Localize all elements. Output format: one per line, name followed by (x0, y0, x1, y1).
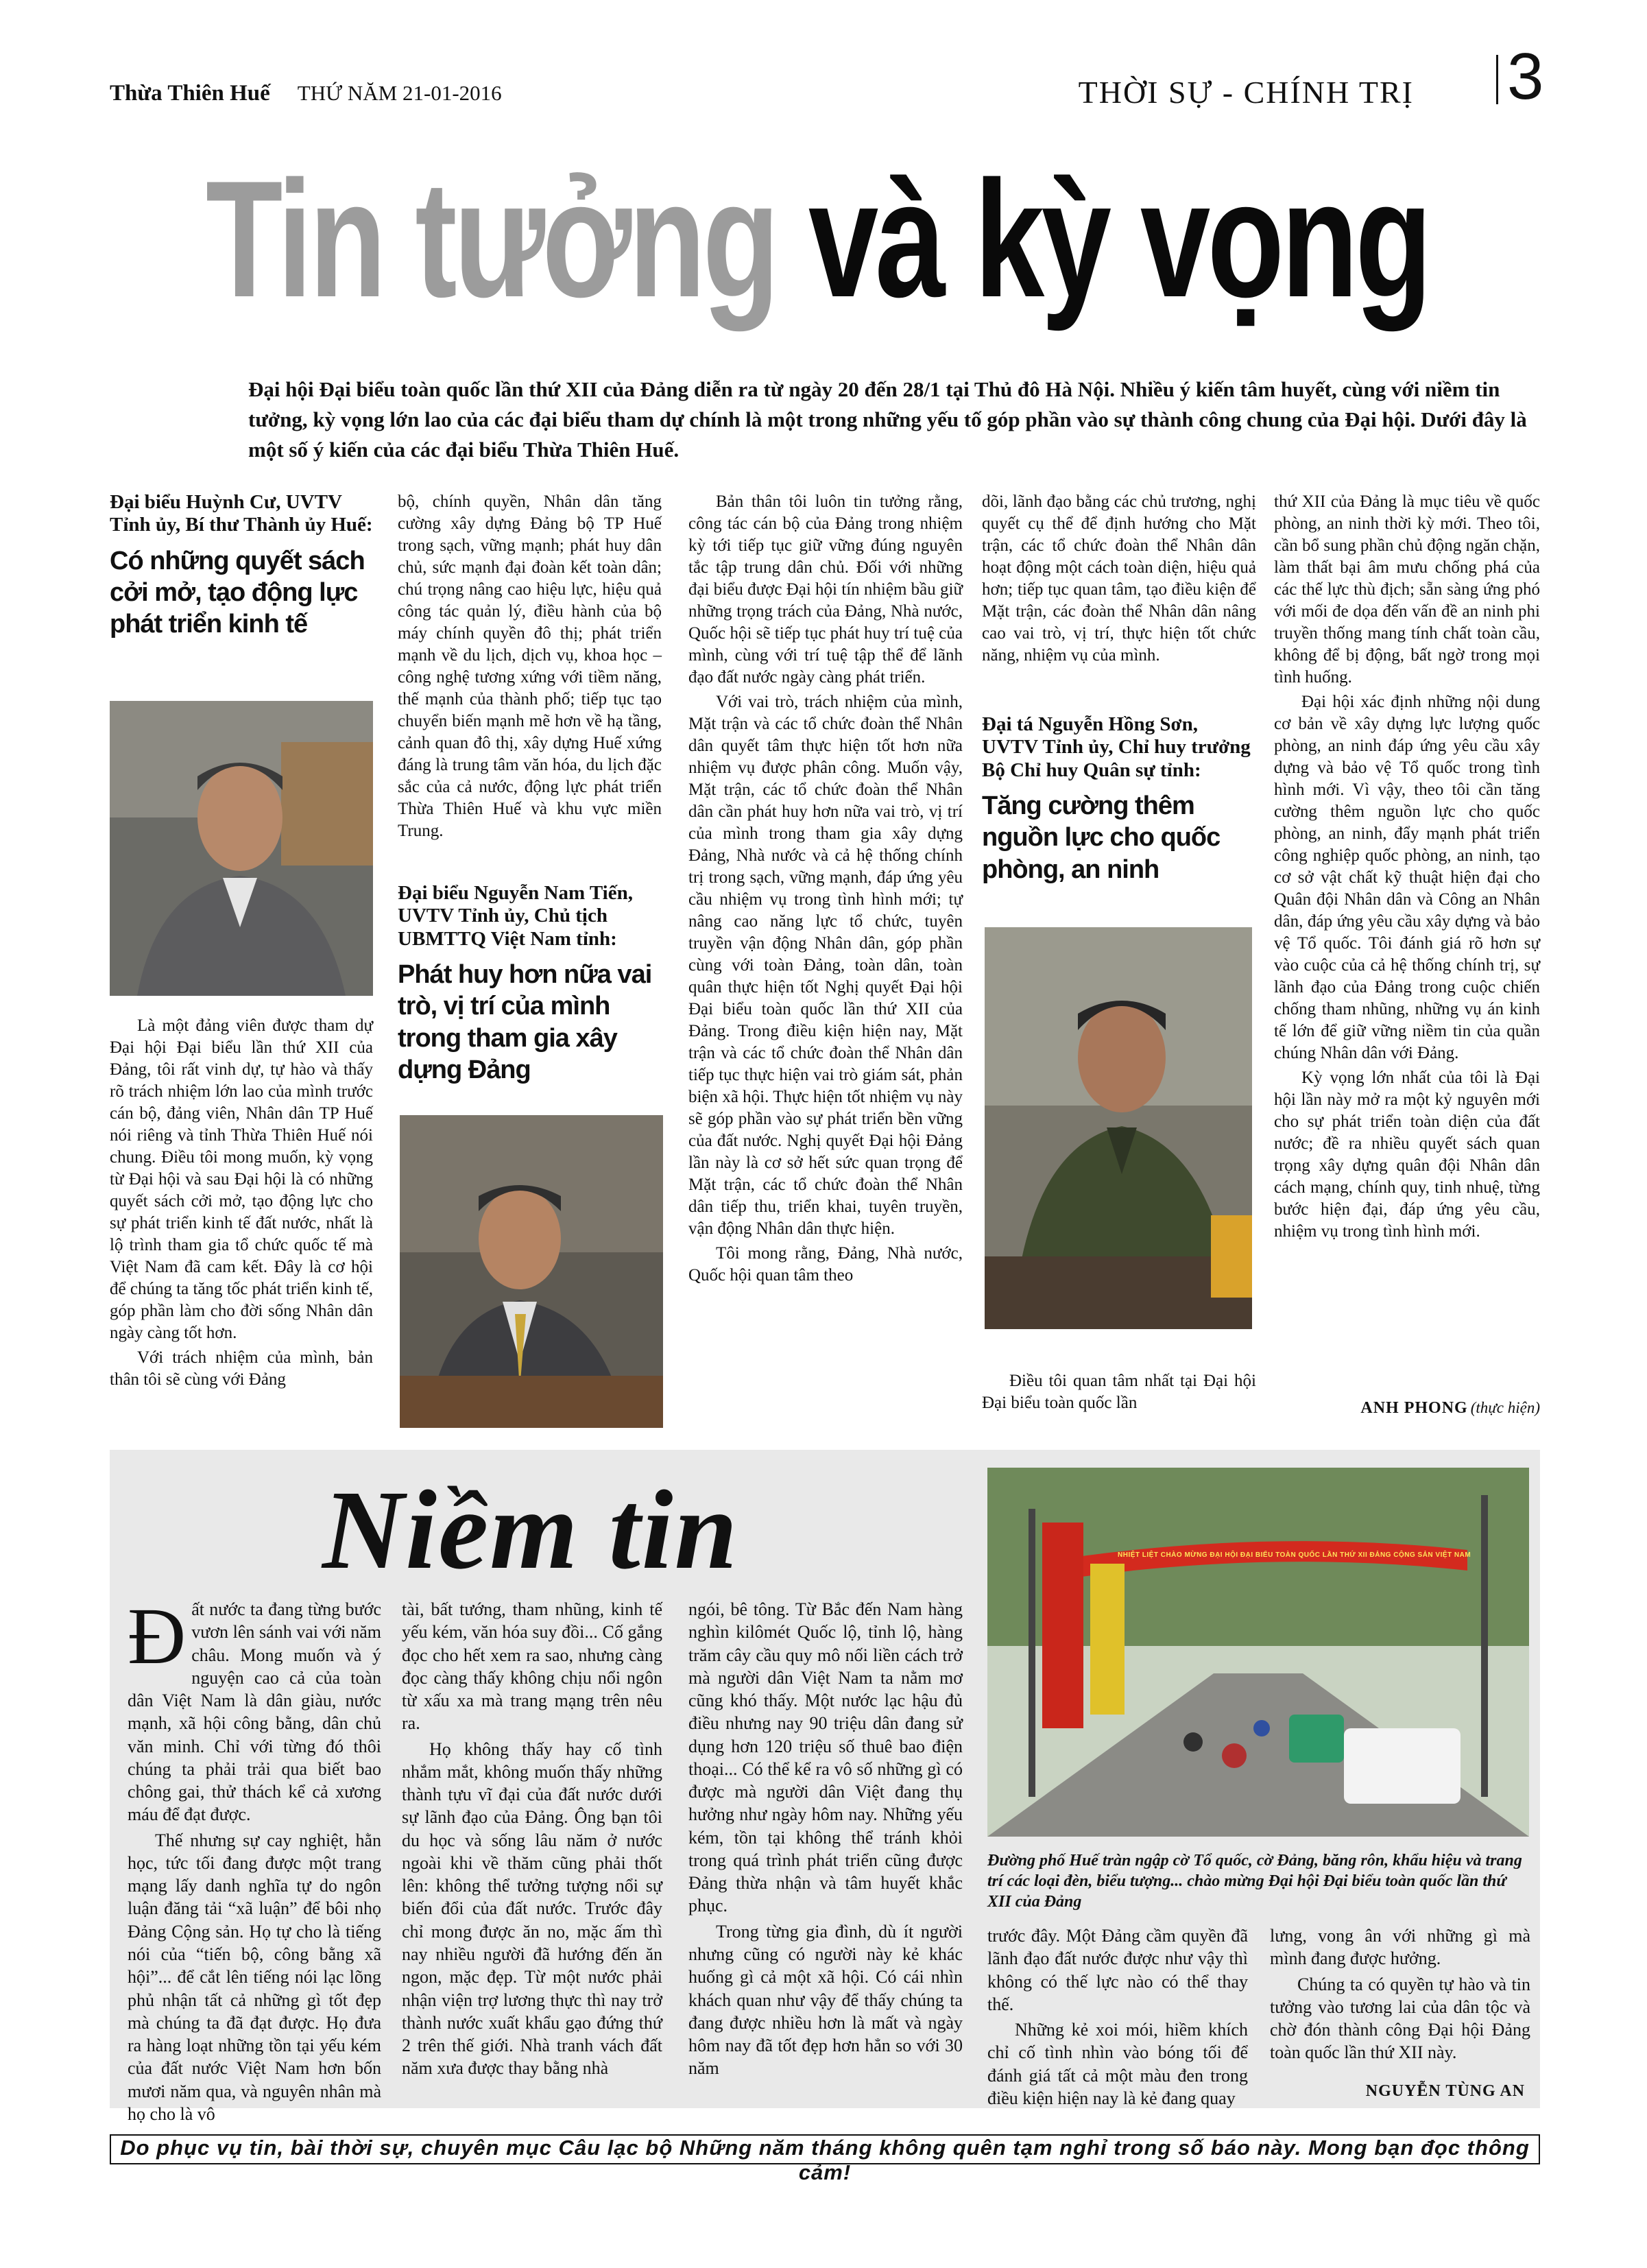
section-label: THỜI SỰ - CHÍNH TRỊ (1078, 75, 1414, 110)
c2-paragraph: bộ, chính quyền, Nhân dân tăng cường xây dựng Đảng bộ TP Huế trong sạch, vững mạnh; phát huy dân chủ, sức mạnh đại đoàn kết toàn dân; chú trọng nâng cao hiệu lực, hiệu quả công tác quản lý, điều hành của bộ máy chính quyền đô thị; phát triển mạnh về du lịch, dịch vụ, khoa học – công nghệ tương xứng với tiềm năng, thế mạnh của thành phố; tiếp tục tạo chuyển biến mạnh mẽ hơn về hạ tầng, cảnh quan đô thị, xây dựng Huế xứng đáng là trung tâm văn hóa, du lịch đặc sắc của cả nước, động lực phát triển Thừa Thiên Huế và khu vực miền Trung. (398, 492, 662, 840)
photo-caption: Đường phố Huế tràn ngập cờ Tổ quốc, cờ Đảng, băng rôn, khẩu hiệu và trang trí các loại đèn, biểu tượng... chào mừng Đại hội Đại biểu toàn quốc lần thứ XII của Đảng (987, 1852, 1522, 1911)
box-first-paragraph (128, 1591, 381, 1826)
box-paragraph: ngói, bê tông. Từ Bắc đến Nam hàng nghìn kilômét Quốc lộ, tỉnh lộ, hàng trăm cây cầu quy mô nối liền cách trở mà người dân Việt Nam ta nằm mơ cũng khó thấy. Một nước lạc hậu đủ điều nhưng nay 90 triệu dân đang sử dụng hơn 120 triệu số thuê bao điện thoại... Có thể kể ra vô số những gì có được mà người dân Việt đang thụ hưởng như ngày hôm nay. Những yếu kém, tồn tại không thể tránh khỏi trong quá trình phát triển cũng được Đảng thừa nhận và tâm huyết khắc phục. (688, 1599, 963, 1916)
box-column-1 (128, 1591, 381, 2128)
box-column-4 (987, 1924, 1248, 2112)
box-paragraph: Thế nhưng sự cay nghiệt, hằn học, tức tối đang được một trang mạng lấy danh nghĩa tự do ngôn luận đăng tải “xã luận” để bôi nhọ Đảng Cộng sản. Họ tự cho là tiếng nói của “tiến bộ, công bằng xã hội”... để cắt lên tiếng nói lạc lõng phủ nhận tất cả những gì tốt đẹp mà chúng ta đã đạt được. Họ đưa ra hàng loạt những tồn tại yếu kém của đất nước Việt Nam hơn bốn mươi năm qua, và nguyên nhân mà họ cho là vô (128, 1830, 381, 2124)
speaker-1-block (110, 491, 384, 641)
c5-paragraph: Kỳ vọng lớn nhất của tôi là Đại hội lần này mở ra một kỷ nguyên mới cho sự phát triển toàn diện của đất nước; đề ra nhiều quyết sách quan trọng xây dựng quân đội Nhân dân cách mạng, chính quy, tinh nhuệ, từng bước hiện đại, đáp ứng yêu cầu, nhiệm vụ trong tình hình mới. (1274, 1069, 1540, 1241)
box-title: Niềm tin (322, 1467, 739, 1592)
c1-paragraph: Là một đảng viên được tham dự Đại hội Đại biểu lần thứ XII của Đảng, tôi rất vinh dự, tự hào và thấy rõ trách nhiệm lớn lao của mình trước cán bộ, đảng viên, Nhân dân TP Huế nói riêng và tỉnh Thừa Thiên Huế nói chung. Điều tôi mong muốn, kỳ vọng từ Đại hội và sau Đại hội là có những quyết sách cởi mở, tạo động lực cho sự phát triển kinh tế đất nước, nhất là lộ trình tham gia tổ chức quốc tế mà Việt Nam đã cam kết. Đây là cơ hội để chúng ta tăng tốc phát triển kinh tế, góp phần làm cho đời sống Nhân dân ngày càng tốt hơn. (110, 1016, 373, 1342)
c3-paragraph: Bản thân tôi luôn tin tưởng rằng, công tác cán bộ của Đảng trong nhiệm kỳ tới tiếp tục giữ vững đúng nguyên tắc tập trung dân chủ. Đối với những đại biểu được Đại hội tín nhiệm bầu giữ những trọng trách của Đảng, Nhà nước, Quốc hội sẽ tiếp tục phát huy trí tuệ của mình, cùng với trí tuệ tập thể để lãnh đạo đất nước ngày càng phát triển. (688, 492, 963, 687)
paper-name: Thừa Thiên Huế (110, 81, 270, 106)
box-column-2 (402, 1598, 662, 2083)
c4b-paragraph: Điều tôi quan tâm nhất tại Đại hội Đại biểu toàn quốc lần (982, 1372, 1256, 1412)
box-column-3 (688, 1598, 963, 2083)
speaker-2-name: Đại biểu Nguyễn Nam Tiến, UVTV Tỉnh ủy, Chủ tịch UBMTTQ Việt Nam tỉnh: (398, 882, 633, 950)
street-photo (987, 1468, 1529, 1837)
box-paragraph: Chúng ta có quyền tự hào và tin tưởng vào tương lai của dân tộc và chờ đón thành công Đại hội Đảng toàn quốc lần thứ XII này. (1270, 1974, 1530, 2063)
column-5-text (1274, 491, 1540, 1245)
box-paragraph: Trong từng gia đình, dù ít người nhưng cũng có người này kẻ khác huống gì cả một xã hội. Có cái nhìn khách quan như vậy để thấy chúng ta đang được nhiều hơn là mất và ngày hôm nay đã tốt đẹp hơn hẳn so với 30 năm (688, 1921, 963, 2079)
column-3-text (688, 491, 963, 1289)
speaker-2-quote: Phát huy hơn nữa vai trò, vị trí của mình trong tham gia xây dựng Đảng (398, 960, 652, 1085)
portrait-illustration-1 (110, 701, 373, 996)
column-4-text (982, 491, 1256, 669)
c3-paragraph: Với vai trò, trách nhiệm của mình, Mặt trận và các tổ chức đoàn thể Nhân dân quyết tâm thực hiện tốt hơn nữa nhiệm vụ được phân công. Muốn vậy, Mặt trận, các tổ chức đoàn thể Nhân dân cần phát huy hơn nữa vai trò, vị trí của mình trong tham gia xây dựng Đảng, Nhà nước và cả hệ thống chính trị trong sạch, vững mạnh, đáp ứng yêu cầu nhiệm vụ trong tình hình mới; tự nâng cao năng lực tổ chức, tuyên truyền vận động Nhân dân, góp phần cùng với toàn Đảng, toàn dân, toàn quân thực hiện tốt Nghị quyết Đại hội Đại biểu toàn quốc lần thứ XII của Đảng. Trong điều kiện hiện nay, Mặt trận và các tổ chức đoàn thể Nhân dân tiếp tục thực hiện vai trò giám sát, phản biện xã hội. Thực hiện tốt nhiệm vụ này sẽ góp phần vào sự phát triển bền vững của đất nước. Nghị quyết Đại hội Đảng lần này là cơ sở hết sức quan trọng để Mặt trận, các tổ chức đoàn thể Nhân dân tiếp thu, triển khai, tuyên truyền, vận động Nhân dân thực hiện. (688, 693, 963, 1238)
byline-name: ANH PHONG (1360, 1399, 1468, 1417)
photo-speaker-3 (985, 927, 1252, 1329)
photo-speaker-1 (110, 701, 373, 996)
box-paragraph: tài, bất tướng, tham nhũng, kinh tế yếu kém, văn hóa suy đồi... Cố gắng đọc cho hết xem ra sao, nhưng càng đọc càng thấy không chịu nổi ngôn từ xấu xa mà trang mạng trên nêu ra. (402, 1599, 662, 1734)
portrait-illustration-2 (400, 1115, 663, 1428)
speaker-1-quote: Có những quyết sách cởi mở, tạo động lực phát triển kinh tế (110, 546, 365, 639)
speaker-3-quote: Tăng cường thêm nguồn lực cho quốc phòng, an ninh (982, 791, 1221, 884)
box-paragraph: Những kẻ xoi mói, hiềm khích chỉ cố tình nhìn vào bóng tối để đánh giá tất cả một màu đen trong điều kiện hiện nay là kẻ đang quay (987, 2020, 1248, 2108)
headline-part2: và kỳ vọng (808, 147, 1430, 332)
c1-paragraph: Với trách nhiệm của mình, bản thân tôi sẽ cùng với Đảng (110, 1348, 373, 1389)
box-paragraph: lưng, vong ân với những gì mà mình đang được hưởng. (1270, 1926, 1530, 1969)
column-4b-text (982, 1370, 1256, 1417)
speaker-1-name: Đại biểu Huỳnh Cư, UVTV Tỉnh ủy, Bí thư Thành ủy Huế: (110, 491, 373, 536)
c3-paragraph: Tôi mong rằng, Đảng, Nhà nước, Quốc hội quan tâm theo (688, 1244, 963, 1285)
c5-paragraph: Đại hội xác định những nội dung cơ bản về xây dựng lực lượng quốc phòng, an ninh đáp ứng yêu cầu xây dựng và bảo vệ Tổ quốc trong tình hình mới. Vì vậy, theo tôi cần tăng cường thêm nguồn lực cho quốc phòng, an ninh, đẩy mạnh phát triển công nghiệp quốc phòng, an ninh, tạo cơ sở vật chất kỹ thuật hiện đại cho Quân đội Nhân dân và Công an Nhân dân, đáp ứng yêu cầu xây dựng và bảo vệ Tổ quốc. Tôi đánh giá rõ hơn sự vào cuộc của cả hệ thống chính trị, sự lãnh đạo của Đảng trong cuộc chiến chống tham nhũng, những vụ án kinh tế lớn để giữ vững niềm tin của quần chúng Nhân dân với Đảng. (1274, 693, 1540, 1062)
byline-note: (thực hiện) (1470, 1399, 1540, 1416)
box-column-5 (1270, 1924, 1530, 2067)
column-2-text (398, 491, 662, 845)
issue-date: THỨ NĂM 21-01-2016 (297, 81, 502, 105)
box-paragraph: trước đây. Một Đảng cầm quyền đã lãnh đạo đất nước được như vậy thì không có thế lực nào có thể thay thế. (987, 1926, 1248, 2014)
speaker-3-name: Đại tá Nguyễn Hồng Sơn, UVTV Tỉnh ủy, Chỉ huy trưởng Bộ Chỉ huy Quân sự tỉnh: (982, 713, 1251, 781)
photo-banner-text: NHIỆT LIỆT CHÀO MỪNG ĐẠI HỘI ĐẠI BIỂU TOÀN QUỐC LẦN THỨ XII ĐẢNG CỘNG SẢN VIỆT NAM (1118, 1551, 1471, 1559)
speaker-3-block (982, 713, 1256, 885)
portrait-illustration-3 (985, 927, 1252, 1329)
lead-paragraph: Đại hội Đại biểu toàn quốc lần thứ XII của Đảng diễn ra từ ngày 20 đến 28/1 tại Thủ đô Hà Nội. Nhiều ý kiến tâm huyết, cùng với niềm tin tưởng, kỳ vọng lớn lao của các đại biểu tham dự chính là một trong những yếu tố góp phần vào sự thành công chung của Đại hội. Dưới đây là một số ý kiến của các đại biểu Thừa Thiên Huế. (248, 377, 1527, 462)
headline (206, 147, 1430, 332)
page-divider (1496, 55, 1498, 104)
speaker-2-block (398, 882, 662, 1086)
byline-1 (1274, 1399, 1540, 1418)
dropcap: Đ (128, 1591, 187, 1681)
footer-notice: Do phục vụ tin, bài thời sự, chuyên mục Câu lạc bộ Những năm tháng không quên tạm nghỉ trong số báo này. Mong bạn đọc thông cảm! (120, 2136, 1530, 2184)
box-paragraph: Họ không thấy hay cố tình nhắm mắt, không muốn thấy những thành tựu vĩ đại của đất nước dưới sự lãnh đạo của Đảng. Ông bạn tôi du học và sống lâu năm ở nước ngoài khi về thăm cũng phải thốt lên: không thể tưởng tượng nổi sự biến đổi của đất nước. Trước đây chỉ mong được ăn no, mặc ấm thì nay nhiều người đã hướng đến ăn ngon, mặc đẹp. Từ một nước phải nhận viện trợ lương thực thì nay trở thành nước xuất khẩu gạo đứng thứ 2 trên thế giới. Nhà tranh vách đất năm xưa được thay bằng nhà (402, 1739, 662, 2079)
byline-2: NGUYỄN TÙNG AN (1365, 2082, 1525, 2100)
photo-speaker-2 (400, 1115, 663, 1428)
street-illustration (987, 1468, 1529, 1837)
box-first-text: ất nước ta đang từng bước vươn lên sánh vai với năm châu. Mong muốn và ý nguyện cao cả của toàn dân Việt Nam là dân giàu, nước mạnh, xã hội công bằng, dân chủ văn minh. Chỉ với từng đó thôi chúng ta phải trải qua biết bao chông gai, thử thách kể cả xương máu để đạt được. (128, 1599, 381, 1825)
c4-paragraph: dõi, lãnh đạo bằng các chủ trương, nghị quyết cụ thể để định hướng cho Mặt trận, các tổ chức đoàn thể Nhân dân hoạt động một cách toàn diện, hiệu quả hơn; tiếp tục quan tâm, tạo điều kiện để Mặt trận, các đoàn thể Nhân dân nâng cao vai trò, vị trí, thực hiện tốt chức năng, nhiệm vụ của mình. (982, 492, 1256, 665)
column-1-text (110, 1015, 373, 1394)
headline-part1: Tin tưởng (206, 147, 777, 332)
masthead-left (110, 81, 502, 106)
c5-paragraph: thứ XII của Đảng là mục tiêu về quốc phòng, an ninh thời kỳ mới. Theo tôi, cần bổ sung phần chủ động ngăn chặn, làm thất bại âm mưu chống phá của các thế lực thù địch; sẵn sàng ứng phó với mối đe dọa đến vấn đề an ninh phi truyền thống mang tính chất toàn cầu, không để bị động, bất ngờ trong mọi tình huống. (1274, 492, 1540, 687)
page-number: 3 (1507, 40, 1544, 113)
